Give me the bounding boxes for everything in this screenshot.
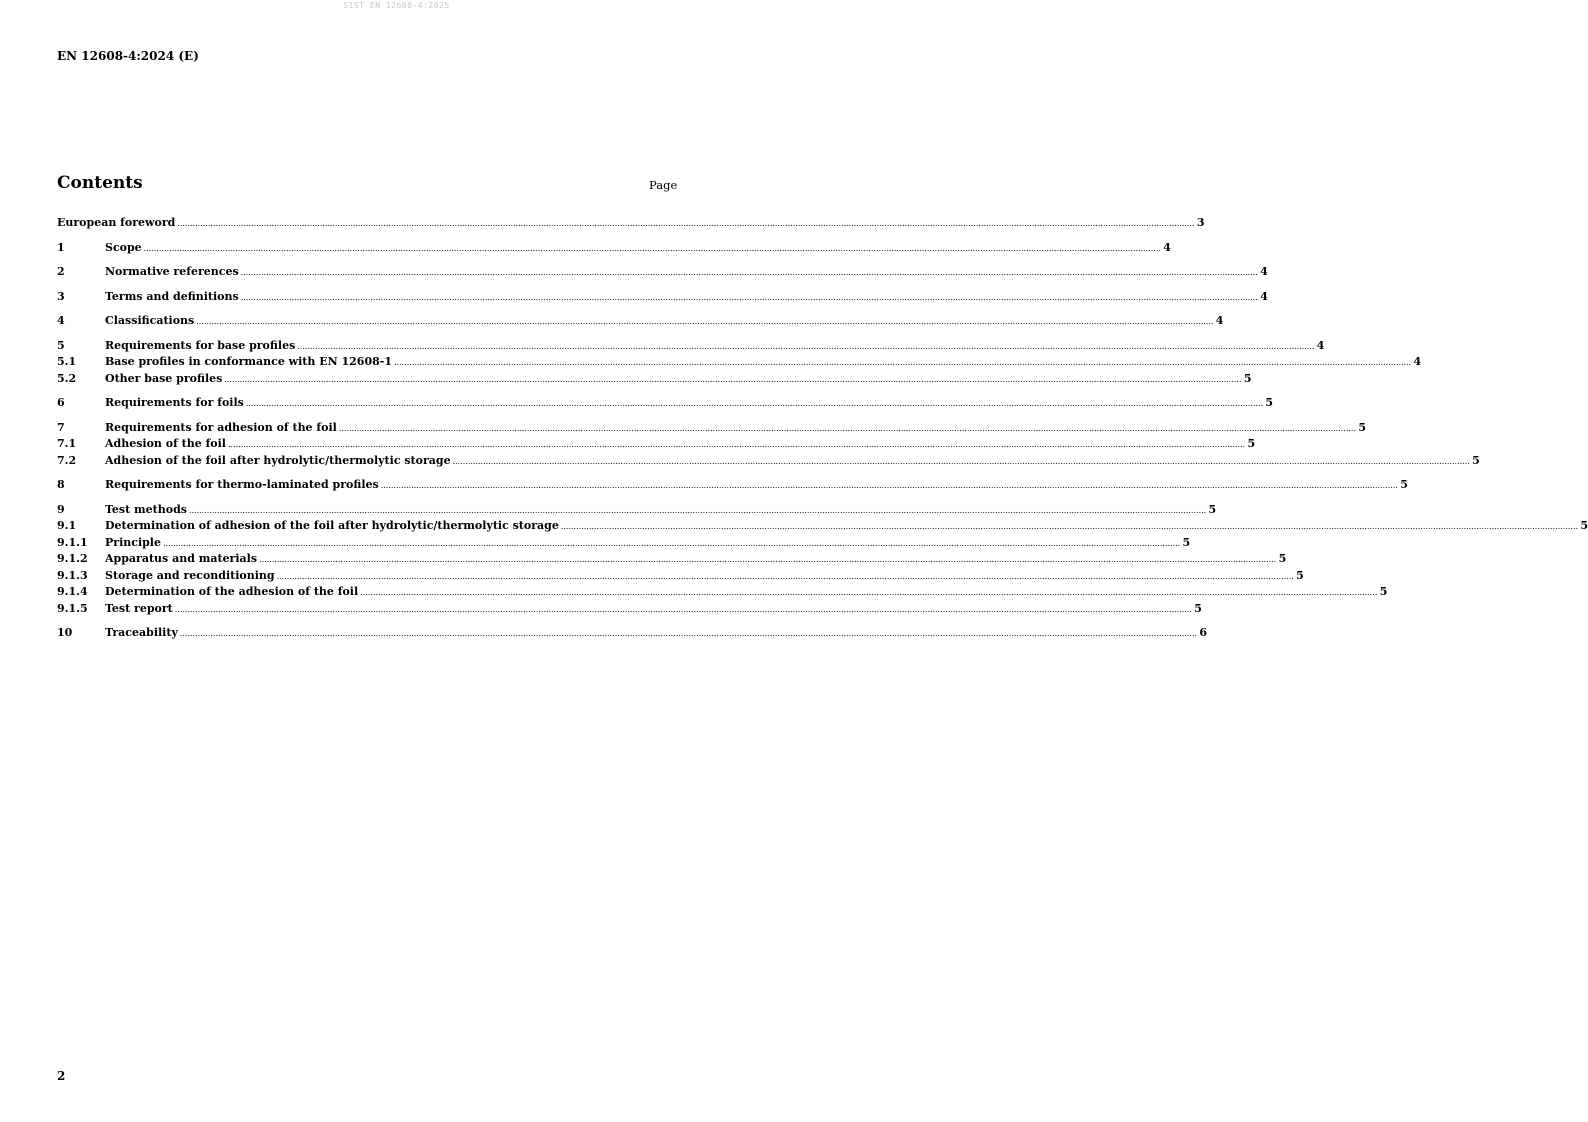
toc-entry-title: Test report	[105, 601, 173, 615]
watermark: SIST EN 12608-4:2025	[343, 1, 450, 10]
toc-entry-page: 4	[1316, 338, 1325, 352]
toc-entry-page: 4	[1215, 314, 1224, 327]
toc-entry-number: 8	[57, 478, 65, 491]
toc-entry[interactable]	[57, 314, 1224, 331]
toc-dot-leader: ................................................................................................................................................................................................................................................................................................................................................................................................................	[196, 317, 1214, 326]
toc-entry-title: Requirements for thermo-laminated profiles	[105, 478, 379, 491]
toc-entry-page: 5	[1296, 568, 1304, 582]
toc-entry-number: 6	[57, 396, 65, 409]
toc-entry[interactable]	[57, 371, 1252, 389]
toc-entry-title: Terms and definitions	[105, 289, 239, 303]
toc-entry[interactable]	[57, 355, 1422, 372]
toc-entry-title: Adhesion of the foil after hydrolytic/thermolytic storage	[105, 453, 451, 467]
toc-entry-page: 5	[1208, 502, 1217, 516]
toc-entry-number: 9.1.1	[57, 535, 88, 549]
toc-entry[interactable]	[57, 502, 1217, 520]
toc-dot-leader: ................................................................................................................................................................................................................................................................................................................................................................................................................	[245, 399, 1264, 408]
toc-entry[interactable]	[57, 519, 1588, 536]
toc-entry-title: Determination of adhesion of the foil after hydrolytic/thermolytic storage	[105, 519, 559, 532]
toc-dot-leader: ................................................................................................................................................................................................................................................................................................................................................................................................................	[380, 481, 1398, 490]
toc-entry-title: Requirements for base profiles	[105, 338, 296, 352]
toc-entry[interactable]	[57, 552, 1287, 569]
toc-entry[interactable]	[57, 420, 1367, 438]
toc-entry-number: 7.2	[57, 453, 77, 467]
toc-dot-leader: ................................................................................................................................................................................................................................................................................................................................................................................................................	[174, 604, 1192, 614]
toc-entry[interactable]	[57, 437, 1256, 454]
toc-entry[interactable]	[57, 601, 1202, 619]
toc-entry-title: Determination of the adhesion of the foil	[105, 585, 359, 598]
toc-dot-leader: ................................................................................................................................................................................................................................................................................................................................................................................................................	[163, 538, 1181, 548]
toc-entry-page: 5	[1194, 601, 1202, 615]
document-id: EN 12608-4:2024 (E)	[57, 49, 199, 63]
toc-entry-number: 9.1.2	[57, 552, 88, 565]
toc-entry-number: 3	[57, 289, 65, 303]
page-number: 2	[57, 1069, 66, 1083]
toc-entry-page: 5	[1580, 519, 1588, 532]
toc-entry-page: 4	[1163, 240, 1171, 254]
toc-entry-title: Test methods	[105, 502, 187, 516]
toc-dot-leader: ................................................................................................................................................................................................................................................................................................................................................................................................................	[228, 440, 1246, 449]
toc-entry-title: Classifications	[105, 314, 195, 327]
toc-entry[interactable]	[57, 453, 1480, 471]
toc-dot-leader: ................................................................................................................................................................................................................................................................................................................................................................................................................	[560, 522, 1579, 531]
toc-entry-number: 2	[57, 265, 65, 278]
toc-entry[interactable]	[57, 289, 1268, 307]
toc-entry-number: 5.1	[57, 355, 77, 368]
toc-entry-page: 5	[1472, 453, 1480, 467]
toc-dot-leader: ................................................................................................................................................................................................................................................................................................................................................................................................................	[179, 629, 1198, 638]
toc-entry-page: 4	[1260, 265, 1268, 278]
toc-entry-title: Storage and reconditioning	[105, 568, 275, 582]
toc-entry-title: Requirements for adhesion of the foil	[105, 420, 337, 434]
toc-dot-leader: ................................................................................................................................................................................................................................................................................................................................................................................................................	[393, 358, 1412, 367]
toc-dot-leader: ................................................................................................................................................................................................................................................................................................................................................................................................................	[224, 374, 1242, 384]
toc-entry-title: Principle	[105, 535, 161, 549]
toc-dot-leader: ................................................................................................................................................................................................................................................................................................................................................................................................................	[240, 292, 1258, 302]
toc-dot-leader: ................................................................................................................................................................................................................................................................................................................................................................................................................	[276, 571, 1294, 581]
toc-entry-number: 7.1	[57, 437, 77, 450]
toc-entry-page: 5	[1358, 420, 1367, 434]
toc-dot-leader: ................................................................................................................................................................................................................................................................................................................................................................................................................	[297, 341, 1315, 351]
page-column-label: Page	[649, 178, 678, 192]
toc-entry-title: Requirements for foils	[105, 396, 244, 409]
toc-entry[interactable]	[57, 265, 1268, 282]
toc-entry-number: 9.1.5	[57, 601, 88, 615]
toc-dot-leader: ................................................................................................................................................................................................................................................................................................................................................................................................................	[240, 268, 1258, 277]
toc-entry-number: 9	[57, 502, 65, 516]
toc-entry-page: 6	[1199, 626, 1208, 639]
toc-dot-leader: ................................................................................................................................................................................................................................................................................................................................................................................................................	[188, 505, 1207, 515]
toc-entry[interactable]	[57, 535, 1191, 553]
toc-entry-number: 1	[57, 240, 65, 254]
toc-entry-number: 5	[57, 338, 65, 352]
toc-entry-title: Base profiles in conformance with EN 12608-1	[105, 355, 392, 368]
toc-entry-title: Adhesion of the foil	[105, 437, 226, 450]
toc-entry-number: 7	[57, 420, 65, 434]
toc-entry[interactable]	[57, 626, 1208, 643]
toc-dot-leader: ................................................................................................................................................................................................................................................................................................................................................................................................................	[259, 555, 1277, 564]
toc-dot-leader: ................................................................................................................................................................................................................................................................................................................................................................................................................	[338, 423, 1357, 433]
toc-entry-number: 4	[57, 314, 65, 327]
toc-entry-page: 5	[1265, 396, 1274, 409]
toc-entry-number: 5.2	[57, 371, 77, 385]
toc-entry-page: 5	[1278, 552, 1287, 565]
toc-entry[interactable]	[57, 338, 1325, 356]
toc-entry-page: 5	[1379, 585, 1388, 598]
toc-entry-title: Traceability	[105, 626, 178, 639]
toc-entry[interactable]	[57, 216, 1205, 233]
toc-entry-page: 4	[1260, 289, 1268, 303]
toc-entry-title: European foreword	[57, 216, 176, 229]
toc-entry-number: 10	[57, 626, 73, 639]
toc-entry-title: Scope	[105, 240, 142, 254]
contents-heading: Contents	[57, 173, 143, 193]
toc-entry-title: Apparatus and materials	[105, 552, 258, 565]
toc-dot-leader: ................................................................................................................................................................................................................................................................................................................................................................................................................	[452, 456, 1470, 466]
toc-entry-page: 5	[1247, 437, 1256, 450]
toc-dot-leader: ................................................................................................................................................................................................................................................................................................................................................................................................................	[177, 219, 1195, 228]
toc-dot-leader: ................................................................................................................................................................................................................................................................................................................................................................................................................	[143, 243, 1161, 253]
toc-entry-page: 5	[1182, 535, 1191, 549]
toc-entry-page: 5	[1400, 478, 1408, 491]
toc-entry-title: Normative references	[105, 265, 239, 278]
toc-entry[interactable]	[57, 585, 1388, 602]
toc-entry[interactable]	[57, 240, 1171, 258]
toc-entry-number: 9.1.3	[57, 568, 88, 582]
toc-entry-page: 4	[1413, 355, 1422, 368]
toc-entry-title: Other base profiles	[105, 371, 223, 385]
toc-dot-leader: ................................................................................................................................................................................................................................................................................................................................................................................................................	[360, 588, 1378, 597]
table-of-contents	[57, 216, 1588, 643]
toc-entry-number: 9.1	[57, 519, 77, 532]
toc-entry[interactable]	[57, 478, 1408, 495]
toc-entry-number: 9.1.4	[57, 585, 88, 598]
toc-entry[interactable]	[57, 568, 1304, 586]
toc-entry-page: 3	[1196, 216, 1205, 229]
toc-entry-page: 5	[1243, 371, 1252, 385]
toc-entry[interactable]	[57, 396, 1274, 413]
